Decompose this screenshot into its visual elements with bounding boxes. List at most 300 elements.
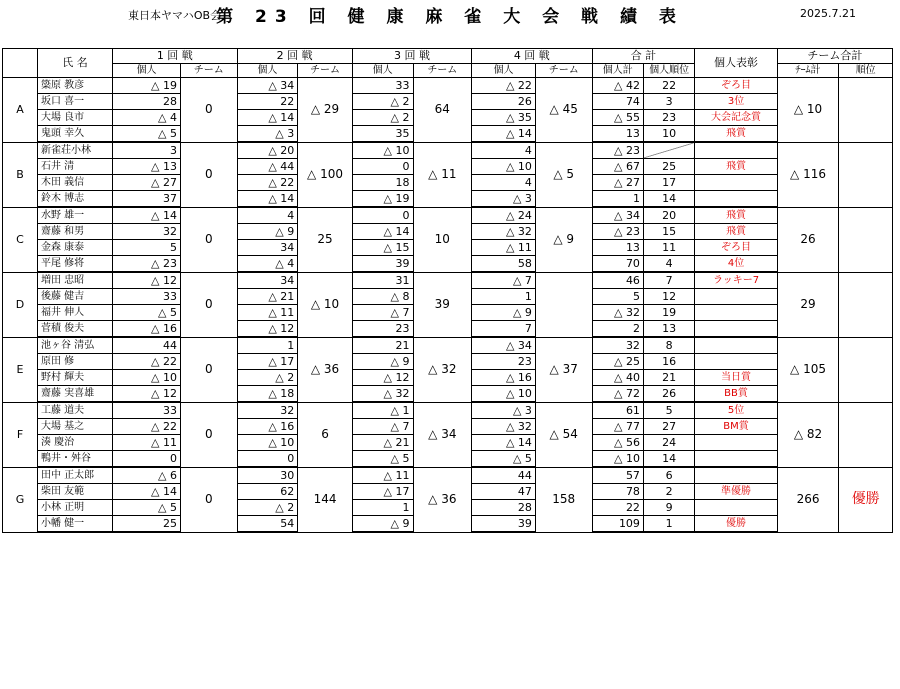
header-blank	[3, 49, 38, 78]
individual-rank: 1	[643, 516, 694, 533]
player-name: 平尾 修将	[37, 256, 112, 273]
round3-individual: △ 21	[352, 435, 413, 451]
individual-award: 大会記念賞	[695, 110, 777, 126]
individual-award: 準優勝	[695, 484, 777, 500]
round1-individual: △ 27	[113, 175, 181, 191]
individual-total: △ 67	[592, 159, 643, 175]
header-r4-individual: 個人	[472, 64, 536, 78]
round2-individual: △ 44	[237, 159, 298, 175]
round4-individual: △ 24	[472, 207, 536, 224]
individual-rank: 10	[643, 126, 694, 143]
table-row	[3, 207, 893, 224]
individual-total: 70	[592, 256, 643, 273]
individual-award	[695, 191, 777, 208]
player-name: 坂口 喜一	[37, 94, 112, 110]
individual-total: △ 23	[592, 224, 643, 240]
individual-rank: 8	[643, 337, 694, 354]
round2-individual: 22	[237, 94, 298, 110]
player-name: 小林 正明	[37, 500, 112, 516]
individual-award	[695, 289, 777, 305]
individual-total: 22	[592, 500, 643, 516]
round2-individual: 4	[237, 207, 298, 224]
round2-individual: △ 9	[237, 224, 298, 240]
round3-individual: △ 2	[352, 94, 413, 110]
player-name: 福井 伸人	[37, 305, 112, 321]
individual-total: 57	[592, 467, 643, 484]
individual-total: △ 56	[592, 435, 643, 451]
round2-individual: 54	[237, 516, 298, 533]
player-name: 後藤 健吉	[37, 289, 112, 305]
round2-individual: △ 16	[237, 419, 298, 435]
player-name: 水野 雄一	[37, 207, 112, 224]
player-name: 石井 清	[37, 159, 112, 175]
round2-individual: △ 18	[237, 386, 298, 403]
team-label: E	[3, 337, 38, 402]
table-row	[3, 78, 893, 94]
round4-individual: 39	[472, 516, 536, 533]
header-team-rank: 順位	[839, 64, 893, 78]
team-label: G	[3, 467, 38, 532]
round3-individual: 39	[352, 256, 413, 273]
results-body	[3, 78, 893, 533]
round4-team: △ 45	[535, 78, 592, 143]
individual-award: 飛賞	[695, 126, 777, 143]
round3-individual: △ 8	[352, 289, 413, 305]
round4-team: △ 37	[535, 337, 592, 402]
individual-award: BB賞	[695, 386, 777, 403]
individual-total: 61	[592, 402, 643, 419]
individual-rank: 6	[643, 467, 694, 484]
team-label: C	[3, 207, 38, 272]
individual-rank: 7	[643, 272, 694, 289]
individual-rank: 14	[643, 451, 694, 468]
individual-total: 46	[592, 272, 643, 289]
round4-individual: 23	[472, 354, 536, 370]
round4-individual: △ 3	[472, 402, 536, 419]
round2-individual: △ 14	[237, 110, 298, 126]
header-total: 合 計	[592, 49, 695, 64]
round1-individual: 3	[113, 142, 181, 159]
header-r3-individual: 個人	[352, 64, 413, 78]
round3-individual: △ 9	[352, 354, 413, 370]
individual-rank: 4	[643, 256, 694, 273]
individual-rank: 23	[643, 110, 694, 126]
individual-total: △ 72	[592, 386, 643, 403]
header-individual-rank: 個人順位	[643, 64, 694, 78]
team-sum: △ 82	[777, 402, 839, 467]
round2-individual: 34	[237, 240, 298, 256]
individual-award	[695, 354, 777, 370]
individual-award: 飛賞	[695, 207, 777, 224]
individual-award	[695, 175, 777, 191]
round2-individual: △ 2	[237, 370, 298, 386]
individual-rank: 5	[643, 402, 694, 419]
individual-rank: 26	[643, 386, 694, 403]
header-individual-total: 個人計	[592, 64, 643, 78]
header-row-main	[3, 49, 893, 64]
team-rank: 優勝	[839, 467, 893, 532]
individual-rank: 27	[643, 419, 694, 435]
round2-individual: △ 20	[237, 142, 298, 159]
round3-individual: 21	[352, 337, 413, 354]
round3-individual: △ 1	[352, 402, 413, 419]
individual-total: △ 77	[592, 419, 643, 435]
player-name: 池ヶ谷 清弘	[37, 337, 112, 354]
round3-individual: △ 14	[352, 224, 413, 240]
individual-rank: 24	[643, 435, 694, 451]
round3-team: △ 34	[413, 402, 472, 467]
round1-individual: 33	[113, 402, 181, 419]
individual-award: 当日賞	[695, 370, 777, 386]
player-name: 工藤 道夫	[37, 402, 112, 419]
individual-award	[695, 500, 777, 516]
individual-total: 32	[592, 337, 643, 354]
round2-team: 144	[298, 467, 353, 532]
individual-total: △ 10	[592, 451, 643, 468]
round1-team: 0	[180, 402, 237, 467]
round4-team: △ 5	[535, 142, 592, 207]
round3-individual: △ 11	[352, 467, 413, 484]
round4-individual: 4	[472, 142, 536, 159]
individual-award	[695, 435, 777, 451]
round4-individual: 47	[472, 484, 536, 500]
round3-individual: △ 32	[352, 386, 413, 403]
round4-individual: △ 7	[472, 272, 536, 289]
round2-individual: △ 4	[237, 256, 298, 273]
round2-team: △ 29	[298, 78, 353, 143]
event-date: 2025.7.21	[800, 7, 856, 20]
header-award: 個人表彰	[695, 49, 777, 78]
player-name: 大場 良市	[37, 110, 112, 126]
round4-individual: 4	[472, 175, 536, 191]
team-label: F	[3, 402, 38, 467]
round3-individual: 23	[352, 321, 413, 338]
individual-rank: 25	[643, 159, 694, 175]
round2-individual: 34	[237, 272, 298, 289]
player-name: 鬼頭 幸久	[37, 126, 112, 143]
round3-individual: 35	[352, 126, 413, 143]
individual-award: ぞろ目	[695, 78, 777, 94]
team-sum: △ 116	[777, 142, 839, 207]
individual-award: 4位	[695, 256, 777, 273]
player-name: 鴨井・舛谷	[37, 451, 112, 468]
individual-total: △ 27	[592, 175, 643, 191]
round1-individual: 25	[113, 516, 181, 533]
round2-individual: △ 21	[237, 289, 298, 305]
table-row	[3, 337, 893, 354]
round4-individual: 28	[472, 500, 536, 516]
round2-individual: △ 22	[237, 175, 298, 191]
round3-team: 64	[413, 78, 472, 143]
page-title: 第 23 回 健 康 麻 雀 大 会 戦 績 表	[216, 7, 684, 27]
round1-individual: 32	[113, 224, 181, 240]
round4-individual: 1	[472, 289, 536, 305]
round4-individual: △ 34	[472, 337, 536, 354]
team-rank	[839, 402, 893, 467]
round1-individual: 37	[113, 191, 181, 208]
round4-individual: △ 10	[472, 159, 536, 175]
individual-total: 5	[592, 289, 643, 305]
round1-individual: △ 13	[113, 159, 181, 175]
header-name: 氏 名	[37, 49, 112, 78]
round3-team: △ 36	[413, 467, 472, 532]
individual-award: ぞろ目	[695, 240, 777, 256]
round3-individual: △ 12	[352, 370, 413, 386]
team-label: B	[3, 142, 38, 207]
header-round2: 2 回 戦	[237, 49, 352, 64]
individual-rank: 13	[643, 321, 694, 338]
individual-total: 13	[592, 126, 643, 143]
player-name: 湊 慶治	[37, 435, 112, 451]
round3-individual: △ 19	[352, 191, 413, 208]
individual-award	[695, 142, 777, 159]
round3-individual: △ 5	[352, 451, 413, 468]
individual-total: 109	[592, 516, 643, 533]
player-name: 野村 輝夫	[37, 370, 112, 386]
individual-rank: 9	[643, 500, 694, 516]
individual-rank	[643, 142, 694, 159]
individual-award: 5位	[695, 402, 777, 419]
round1-individual: 33	[113, 289, 181, 305]
individual-rank: 22	[643, 78, 694, 94]
round2-team: △ 100	[298, 142, 353, 207]
round1-individual: △ 5	[113, 126, 181, 143]
round4-individual: 44	[472, 467, 536, 484]
header-r1-individual: 個人	[113, 64, 181, 78]
individual-award: 飛賞	[695, 224, 777, 240]
table-row	[3, 142, 893, 159]
round2-individual: △ 12	[237, 321, 298, 338]
round3-team: △ 32	[413, 337, 472, 402]
individual-rank: 14	[643, 191, 694, 208]
header-round1: 1 回 戦	[113, 49, 237, 64]
round1-individual: △ 10	[113, 370, 181, 386]
table-row	[3, 402, 893, 419]
round4-individual: 26	[472, 94, 536, 110]
round3-individual: 0	[352, 207, 413, 224]
round3-individual: 0	[352, 159, 413, 175]
round3-team: △ 11	[413, 142, 472, 207]
player-name: 齋藤 実喜雄	[37, 386, 112, 403]
round1-team: 0	[180, 78, 237, 143]
team-rank	[839, 337, 893, 402]
individual-total: △ 55	[592, 110, 643, 126]
individual-rank: 11	[643, 240, 694, 256]
team-rank	[839, 142, 893, 207]
round3-individual: 33	[352, 78, 413, 94]
round2-team: 6	[298, 402, 353, 467]
round2-individual: △ 34	[237, 78, 298, 94]
round4-individual: △ 9	[472, 305, 536, 321]
round3-individual: 31	[352, 272, 413, 289]
round4-individual: △ 14	[472, 126, 536, 143]
team-rank	[839, 78, 893, 143]
individual-total: △ 42	[592, 78, 643, 94]
round1-individual: △ 22	[113, 419, 181, 435]
header-team-total: チーム合計	[777, 49, 892, 64]
round2-individual: 62	[237, 484, 298, 500]
individual-total: △ 25	[592, 354, 643, 370]
round1-individual: △ 12	[113, 272, 181, 289]
round3-team: 39	[413, 272, 472, 337]
header-r2-team: チーム	[298, 64, 353, 78]
header-r3-team: チーム	[413, 64, 472, 78]
player-name: 原田 修	[37, 354, 112, 370]
individual-rank: 2	[643, 484, 694, 500]
individual-total: 1	[592, 191, 643, 208]
team-sum: △ 10	[777, 78, 839, 143]
round4-individual: △ 35	[472, 110, 536, 126]
individual-rank: 17	[643, 175, 694, 191]
header-round4: 4 回 戦	[472, 49, 592, 64]
round1-individual: 44	[113, 337, 181, 354]
round1-individual: △ 16	[113, 321, 181, 338]
round4-individual: △ 3	[472, 191, 536, 208]
round2-individual: △ 17	[237, 354, 298, 370]
individual-rank: 16	[643, 354, 694, 370]
round2-individual: △ 2	[237, 500, 298, 516]
individual-rank: 15	[643, 224, 694, 240]
round2-team: △ 36	[298, 337, 353, 402]
individual-rank: 3	[643, 94, 694, 110]
team-rank	[839, 207, 893, 272]
round2-individual: △ 3	[237, 126, 298, 143]
round4-team	[535, 272, 592, 337]
round4-team: △ 54	[535, 402, 592, 467]
round1-individual: △ 12	[113, 386, 181, 403]
player-name: 柴田 友範	[37, 484, 112, 500]
round2-individual: 1	[237, 337, 298, 354]
individual-rank: 19	[643, 305, 694, 321]
individual-total: 2	[592, 321, 643, 338]
player-name: 簗原 教彦	[37, 78, 112, 94]
round1-team: 0	[180, 142, 237, 207]
individual-total: 13	[592, 240, 643, 256]
round4-individual: 7	[472, 321, 536, 338]
round3-individual: 18	[352, 175, 413, 191]
team-sum: △ 105	[777, 337, 839, 402]
round1-individual: △ 4	[113, 110, 181, 126]
round2-team: △ 10	[298, 272, 353, 337]
round3-individual: 1	[352, 500, 413, 516]
table-row	[3, 272, 893, 289]
round1-individual: △ 11	[113, 435, 181, 451]
table-row	[3, 467, 893, 484]
round2-individual: △ 14	[237, 191, 298, 208]
individual-rank: 12	[643, 289, 694, 305]
player-name: 鈴木 博志	[37, 191, 112, 208]
round3-individual: △ 7	[352, 305, 413, 321]
player-name: 増田 忠昭	[37, 272, 112, 289]
round4-individual: △ 5	[472, 451, 536, 468]
round4-individual: △ 11	[472, 240, 536, 256]
individual-award	[695, 467, 777, 484]
individual-rank: 20	[643, 207, 694, 224]
round3-individual: △ 2	[352, 110, 413, 126]
organization-name: 東日本ヤマハOB会	[128, 9, 222, 22]
individual-total: △ 32	[592, 305, 643, 321]
team-rank	[839, 272, 893, 337]
round1-team: 0	[180, 467, 237, 532]
round2-team: 25	[298, 207, 353, 272]
round1-individual: △ 19	[113, 78, 181, 94]
round1-individual: △ 23	[113, 256, 181, 273]
individual-award	[695, 305, 777, 321]
round4-individual: 58	[472, 256, 536, 273]
round3-team: 10	[413, 207, 472, 272]
round3-individual: △ 17	[352, 484, 413, 500]
round1-team: 0	[180, 272, 237, 337]
round1-team: 0	[180, 337, 237, 402]
player-name: 齋藤 和男	[37, 224, 112, 240]
round1-individual: △ 5	[113, 305, 181, 321]
individual-award: ラッキー7	[695, 272, 777, 289]
round4-individual: △ 22	[472, 78, 536, 94]
round1-individual: △ 14	[113, 484, 181, 500]
individual-award: 飛賞	[695, 159, 777, 175]
round3-individual: △ 9	[352, 516, 413, 533]
individual-total: △ 34	[592, 207, 643, 224]
individual-rank: 21	[643, 370, 694, 386]
individual-award	[695, 321, 777, 338]
individual-total: 74	[592, 94, 643, 110]
results-table	[2, 48, 893, 533]
player-name: 菅積 俊夫	[37, 321, 112, 338]
header-r2-individual: 個人	[237, 64, 298, 78]
round2-individual: △ 10	[237, 435, 298, 451]
individual-award: 3位	[695, 94, 777, 110]
individual-award: BM賞	[695, 419, 777, 435]
round1-team: 0	[180, 207, 237, 272]
round4-team: 158	[535, 467, 592, 532]
round1-individual: △ 6	[113, 467, 181, 484]
header-r1-team: チーム	[180, 64, 237, 78]
round4-individual: △ 32	[472, 419, 536, 435]
individual-award	[695, 337, 777, 354]
round2-individual: △ 11	[237, 305, 298, 321]
team-label: A	[3, 78, 38, 143]
round3-individual: △ 7	[352, 419, 413, 435]
player-name: 木田 義信	[37, 175, 112, 191]
round4-individual: △ 32	[472, 224, 536, 240]
round4-individual: △ 10	[472, 386, 536, 403]
round1-individual: △ 5	[113, 500, 181, 516]
round1-individual: △ 22	[113, 354, 181, 370]
team-sum: 29	[777, 272, 839, 337]
team-sum: 266	[777, 467, 839, 532]
individual-total: △ 40	[592, 370, 643, 386]
round2-individual: 32	[237, 402, 298, 419]
round1-individual: △ 14	[113, 207, 181, 224]
individual-total: △ 23	[592, 142, 643, 159]
round3-individual: △ 10	[352, 142, 413, 159]
player-name: 新雀荘小林	[37, 142, 112, 159]
individual-award	[695, 451, 777, 468]
header-round3: 3 回 戦	[352, 49, 471, 64]
round3-individual: △ 15	[352, 240, 413, 256]
round2-individual: 30	[237, 467, 298, 484]
round4-team: △ 9	[535, 207, 592, 272]
team-label: D	[3, 272, 38, 337]
individual-award: 優勝	[695, 516, 777, 533]
round1-individual: 0	[113, 451, 181, 468]
round4-individual: △ 16	[472, 370, 536, 386]
round2-individual: 0	[237, 451, 298, 468]
round1-individual: 5	[113, 240, 181, 256]
team-sum: 26	[777, 207, 839, 272]
player-name: 田中 正太郎	[37, 467, 112, 484]
individual-total: 78	[592, 484, 643, 500]
